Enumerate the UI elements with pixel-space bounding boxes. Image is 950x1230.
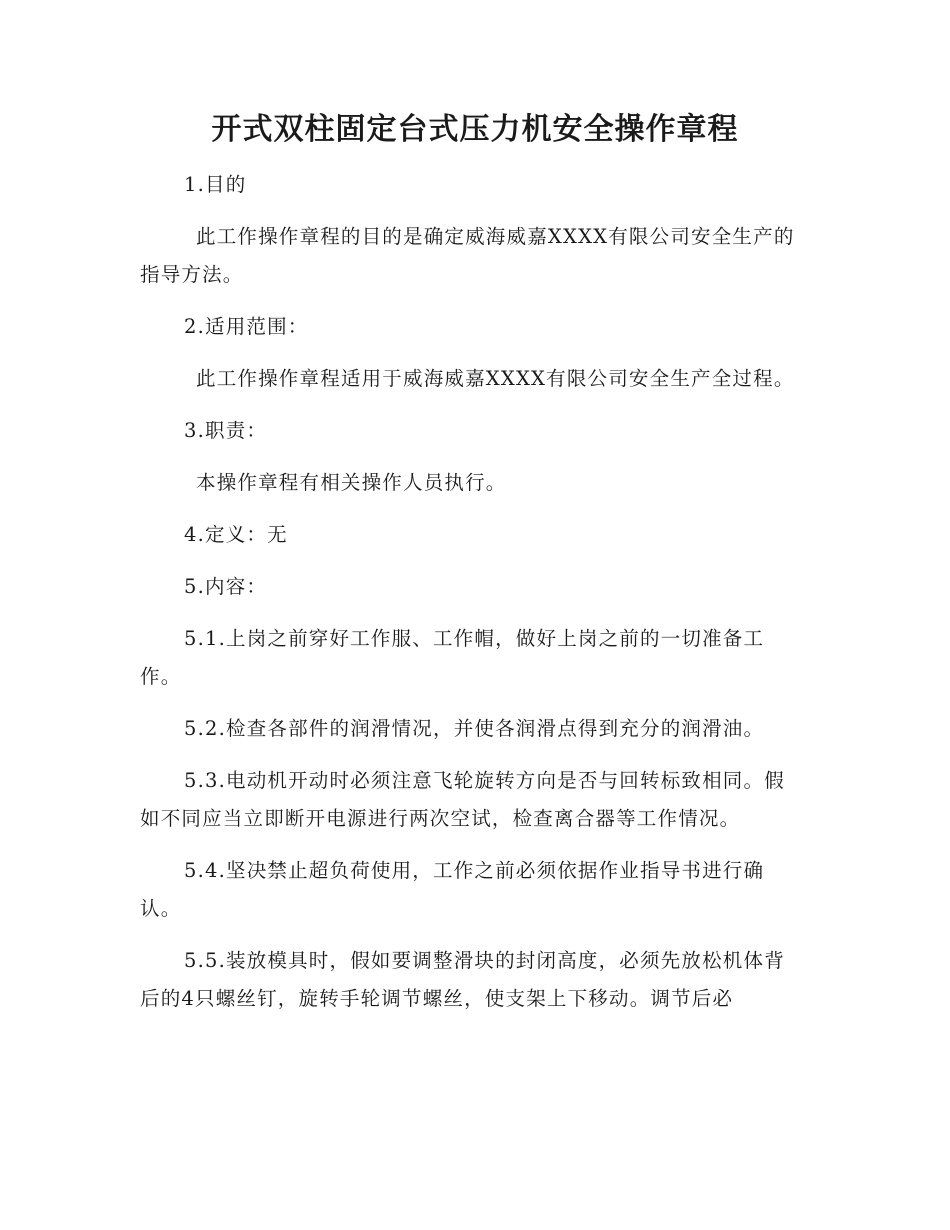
- section-5-heading: 5.内容：: [184, 575, 268, 598]
- content-item: 5.5.装放模具时，假如要调整滑块的封闭高度，必须先放松机体背后的4只螺丝钉，旋转手轮调节螺丝，使支架上下移动。调节后必: [140, 949, 785, 1010]
- section-2-heading: 2.适用范围：: [184, 315, 309, 338]
- section-1-body: 此工作操作章程的目的是确定威海威嘉XXXX有限公司安全生产的指导方法。: [140, 225, 795, 286]
- content-item: 5.2.检查各部件的润滑情况，并使各润滑点得到充分的润滑油。: [184, 717, 765, 740]
- content-item: 5.4.坚决禁止超负荷使用，工作之前必须依据作业指导书进行确认。: [140, 859, 765, 920]
- section-4-heading: 4.定义：无: [184, 523, 288, 546]
- document-title: 开式双柱固定台式压力机安全操作章程: [211, 112, 739, 147]
- document-body: [140, 166, 800, 1032]
- section-2-body: 此工作操作章程适用于威海威嘉XXXX有限公司安全生产全过程。: [196, 367, 795, 390]
- content-item: 5.3.电动机开动时必须注意飞轮旋转方向是否与回转标致相同。假如不同应当立即断开电源进行两次空试，检查离合器等工作情况。: [140, 769, 785, 830]
- content-item: 5.1.上岗之前穿好工作服、工作帽，做好上岗之前的一切准备工作。: [140, 627, 765, 688]
- section-3-body: 本操作章程有相关操作人员执行。: [196, 471, 507, 494]
- section-3-heading: 3.职责：: [184, 419, 268, 442]
- section-1-heading: 1.目的: [184, 173, 247, 196]
